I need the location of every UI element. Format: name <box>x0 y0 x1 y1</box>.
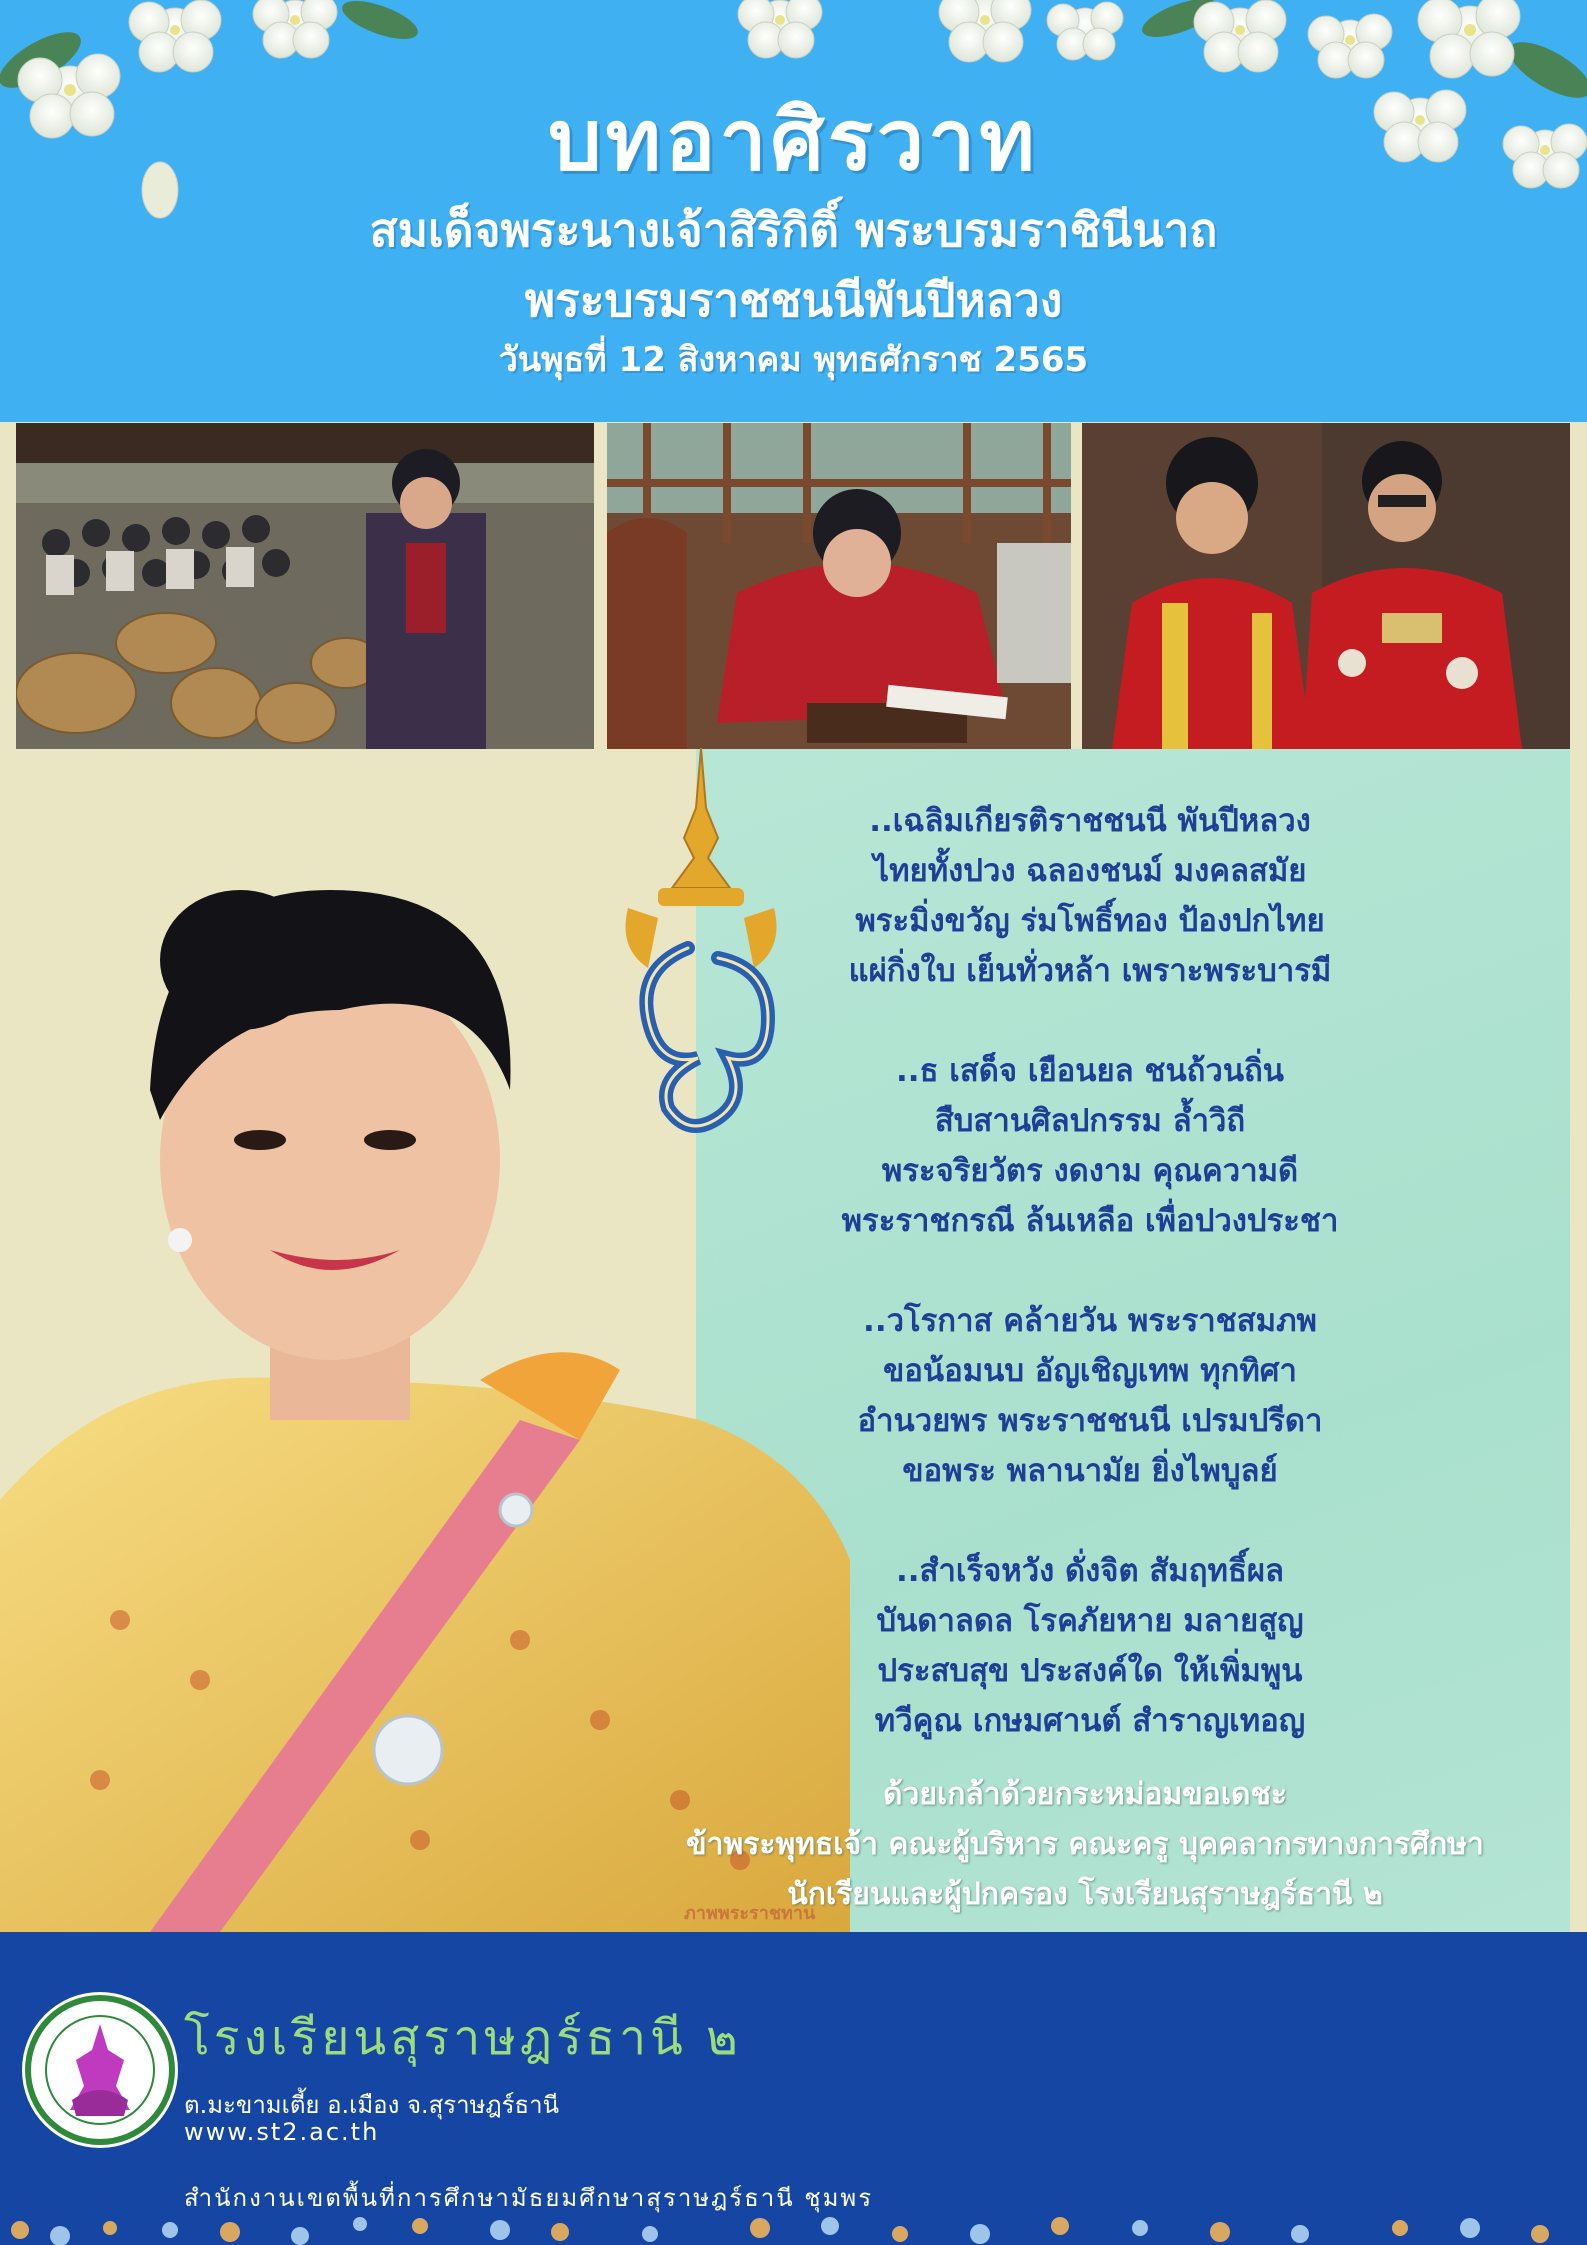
poem-line: ..ธ เสด็จ เยือนยล ชนถ้วนถิ่น <box>896 1053 1284 1089</box>
poem-stanza-1 <box>730 796 1450 996</box>
photo-royal-couple <box>1082 423 1570 749</box>
photo-handicraft-visit <box>16 423 594 749</box>
poem-stanza-2 <box>730 1046 1450 1246</box>
poem-line: อำนวยพร พระราชชนนี เปรมปรีดา <box>857 1403 1323 1439</box>
photo-signing <box>607 423 1071 749</box>
poem-line: พระมิ่งขวัญ ร่มโพธิ์ทอง ป้องปกไทย <box>855 903 1325 939</box>
poem-line: พระราชกรณี ล้นเหลือ เพื่อปวงประชา <box>841 1203 1339 1239</box>
education-office-name: สำนักงานเขตพื้นที่การศึกษามัธยมศึกษาสุราษฎร์ธานี ชุมพร <box>184 2184 874 2212</box>
school-name: โรงเรียนสุราษฎร์ธานี ๒ <box>184 2010 742 2066</box>
subtitle-line-1: สมเด็จพระนางเจ้าสิริกิติ์ พระบรมราชินีนาถ <box>369 203 1218 257</box>
decorative-dots <box>0 2200 1587 2245</box>
poem-line: สืบสานศิลปกรรม ล้ำวิถี <box>934 1103 1246 1139</box>
date-line: วันพุธที่ 12 สิงหาคม พุทธศักราช 2565 <box>498 340 1089 380</box>
poem-line: ..เฉลิมเกียรติราชชนนี พันปีหลวง <box>869 803 1311 839</box>
portrait-caption: ภาพพระราชทาน <box>684 1903 816 1924</box>
dedication-line-1: ด้วยเกล้าด้วยกระหม่อมขอเดชะ <box>883 1777 1287 1812</box>
header-banner <box>0 0 1587 422</box>
poem-line: ขอพระ พลานามัย ยิ่งไพบูลย์ <box>902 1453 1278 1489</box>
poem-line: ..วโรกาส คล้ายวัน พระราชสมภพ <box>863 1303 1317 1339</box>
poem-line: ทวีคูณ เกษมศานต์ สำราญเทอญ <box>874 1703 1306 1739</box>
page-title: บทอาศิรวาท <box>548 91 1039 189</box>
poem-text <box>730 796 1450 1796</box>
school-address: ต.มะขามเตี้ย อ.เมือง จ.สุราษฎร์ธานี <box>184 2091 559 2119</box>
poem-stanza-3 <box>730 1296 1450 1496</box>
poem-line: ..สำเร็จหวัง ดั่งจิต สัมฤทธิ์ผล <box>895 1553 1285 1589</box>
poem-line: ประสบสุข ประสงค์ใด ให้เพิ่มพูน <box>877 1653 1303 1689</box>
dedication-line-2: ข้าพระพุทธเจ้า คณะผู้บริหาร คณะครู บุคคลากรทางการศึกษา <box>686 1827 1484 1862</box>
poem-stanza-4 <box>730 1546 1450 1746</box>
school-website-link[interactable]: www.st2.ac.th <box>184 2118 380 2146</box>
poem-line: บันดาลดล โรคภัยหาย มลายสูญ <box>876 1603 1304 1639</box>
poem-line: ไทยทั้งปวง ฉลองชนม์ มงคลสมัย <box>873 853 1307 889</box>
poem-line: พระจริยวัตร งดงาม คุณความดี <box>881 1153 1299 1189</box>
poem-line: แผ่กิ่งใบ เย็นทั่วหล้า เพราะพระบารมี <box>848 953 1332 989</box>
dedication-line-3: นักเรียนและผู้ปกครอง โรงเรียนสุราษฎร์ธานี ๒ <box>787 1877 1383 1912</box>
subtitle-line-2: พระบรมราชชนนีพันปีหลวง <box>524 273 1063 327</box>
school-logo-icon <box>20 1990 180 2150</box>
poem-line: ขอน้อมนบ อัญเชิญเทพ ทุกทิศา <box>883 1353 1297 1389</box>
